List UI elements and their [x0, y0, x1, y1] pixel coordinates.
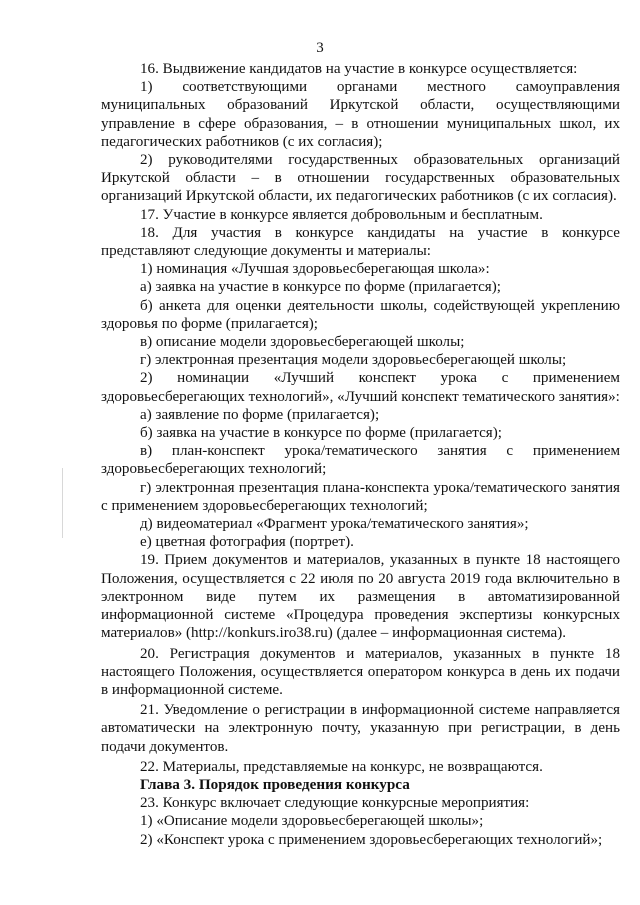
- chapter-heading: Глава 3. Порядок проведения конкурса: [140, 775, 410, 793]
- paragraph: д) видеоматериал «Фрагмент урока/тематического занятия»;: [140, 516, 529, 533]
- paragraph: 1) соответствующими органами местного самоуправления муниципальных образований Иркутской области, осуществляющими управление в сфере образования, – в отношении муниципальных школ, их педагогических работников (с их согласия);: [101, 79, 620, 150]
- paragraph: 2) руководителями государственных образовательных организаций Иркутской области – в отношении государственных образовательных организаций Иркутской области, их педагогических работников (с их согласия).: [101, 152, 620, 205]
- document-body: [101, 60, 620, 849]
- paragraph: в) план-конспект урока/тематического занятия с применением здоровьесберегающих технологий;: [101, 443, 620, 478]
- paragraph: г) электронная презентация модели здоровьесберегающей школы;: [140, 352, 567, 369]
- paragraph: 21. Уведомление о регистрации в информационной системе направляется автоматически на электронную почту, указанную при регистрации, в день подачи документов.: [101, 702, 620, 755]
- paragraph: 2) номинации «Лучший конспект урока с применением здоровьесберегающих технологий», «Лучший конспект тематического занятия»:: [101, 370, 620, 405]
- paragraph: 23. Конкурс включает следующие конкурсные мероприятия:: [140, 795, 530, 812]
- paragraph: в) описание модели здоровьесберегающей школы;: [140, 334, 465, 351]
- paragraph: 18. Для участия в конкурсе кандидаты на участие в конкурсе представляют следующие документы и материалы:: [101, 224, 620, 260]
- paragraph: 1) номинация «Лучшая здоровьесберегающая школа»:: [140, 261, 490, 278]
- paragraph: е) цветная фотография (портрет).: [140, 534, 354, 551]
- paragraph: 1) «Описание модели здоровьесберегающей школы»;: [140, 813, 484, 830]
- paragraph: б) анкета для оценки деятельности школы, содействующей укреплению здоровья по форме (прилагается);: [101, 297, 620, 332]
- paragraph: 17. Участие в конкурсе является добровольным и бесплатным.: [140, 206, 543, 223]
- paragraph: а) заявка на участие в конкурсе по форме (прилагается);: [140, 279, 501, 296]
- paragraph: а) заявление по форме (прилагается);: [140, 406, 380, 423]
- paragraph: 20. Регистрация документов и материалов, указанных в пункте 18 настоящего Положения, осуществляется оператором конкурса в день их подачи в информационной системе.: [101, 645, 620, 698]
- page-number: 3: [316, 40, 324, 56]
- paragraph: 16. Выдвижение кандидатов на участие в конкурсе осуществляется:: [140, 61, 578, 77]
- margin-mark: [62, 468, 63, 538]
- paragraph: 22. Материалы, представляемые на конкурс, не возвращаются.: [140, 758, 543, 775]
- paragraph: 2) «Конспект урока с применением здоровьесберегающих технологий»;: [140, 831, 603, 848]
- paragraph: б) заявка на участие в конкурсе по форме (прилагается);: [140, 425, 502, 442]
- paragraph: 19. Прием документов и материалов, указанных в пункте 18 настоящего Положения, осуществляется с 22 июля по 20 августа 2019 года включительно в электронном виде путем их размещения в автоматизированной информационной системе «Процедура проведения экспертизы конкурсных материалов» (http://konkurs.iro38.ru) (далее – информационная система).: [101, 552, 620, 642]
- paragraph: г) электронная презентация плана-конспекта урока/тематического занятия с применением здоровьесберегающих технологий;: [101, 479, 620, 514]
